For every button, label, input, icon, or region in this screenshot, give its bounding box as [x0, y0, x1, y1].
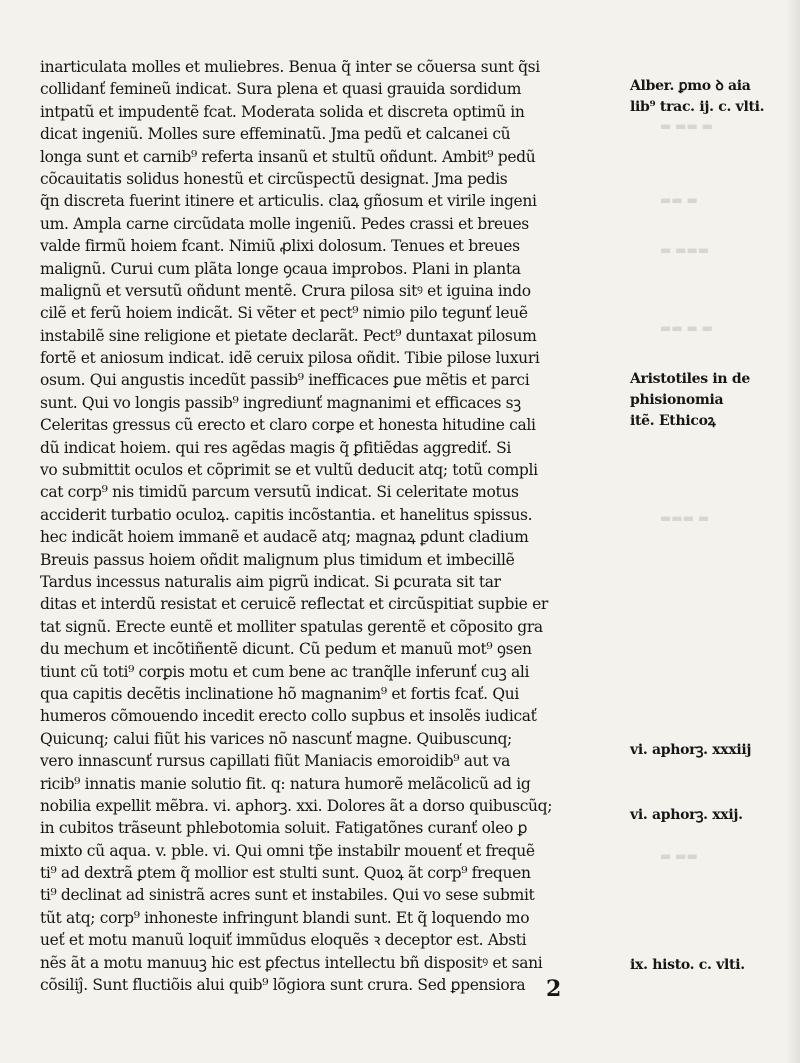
text-line: dicat ingeniũ. Molles sure effeminatũ. Jma pedũ et calcanei cũ — [40, 125, 511, 144]
text-line: qua capitis decẽtis inclinatione hõ magnanim⁹ et fortis fcať. Qui — [40, 684, 519, 703]
text-line: ricib⁹ innatis manie solutio fit. q: natura humorẽ melãcolicũ ad ig — [40, 774, 531, 793]
text-line: um. Ampla carne circũdata molle ingeniũ. Pedes crassi et breues — [40, 214, 529, 233]
margin-note — [630, 955, 745, 976]
show-through-mark: ▬ ▬▬▬ — [660, 243, 710, 257]
text-line: hec indicãt hoiem immanẽ et audacẽ atq; magnaꝝ ꝑdunt cladium — [40, 528, 529, 547]
text-line: Celeritas gressus cũ erecto et claro corꝑe et honesta hitudine cali — [40, 416, 536, 435]
margin-note-line: Aristotiles in de — [630, 371, 750, 387]
text-line: cilẽ et ferũ hoiem indicãt. Si vẽter et pect⁹ nimio pilo tegunť leuẽ — [40, 304, 528, 323]
text-line: mixto cũ aqua. v. pble. vi. Qui omni tp̃e instabilr mouenť et frequẽ — [40, 841, 535, 860]
text-line: Quicunq; calui fiũt his varices nõ nascunť magne. Quibuscunq; — [40, 729, 512, 748]
show-through-mark: ▬▬ ▬ ▬ — [660, 321, 713, 335]
text-line: nobilia expellit mẽbra. vi. aphorꝫ. xxi. Dolores ãt a dorso quibuscũq; — [40, 796, 553, 815]
text-line: in cubitos trãseunt phlebotomia soluit. Fatigatõnes curanť oleo ꝑ — [40, 819, 528, 838]
text-line: valde firmũ hoiem fcant. Nimiũ ꝓlixi dolosum. Tenues et breues — [40, 237, 520, 256]
show-through-mark: ▬▬ ▬ — [660, 193, 698, 207]
margin-note — [630, 740, 751, 761]
text-line: malignũ et versutũ oñdunt mentẽ. Crura pilosa sitꝰ et iguina indo — [40, 281, 531, 300]
text-line: instabilẽ sine religione et pietate declarãt. Pect⁹ duntaxat pilosum — [40, 326, 537, 345]
text-line: vero innascunť rursus capillati fiũt Maniacis emoroidib⁹ aut va — [40, 752, 511, 771]
main-text-block — [40, 56, 620, 996]
text-line: tũt atq; corp⁹ inhoneste infringunt blandi sunt. Et q̃ loquendo mo — [40, 908, 530, 927]
text-line: ti⁹ declinat ad sinistrã acres sunt et instabiles. Qui vo sese submit — [40, 886, 535, 905]
text-line: malignũ. Curui cum plãta longe ꝯcaua improbos. Plani in planta — [40, 259, 521, 278]
show-through-mark: ▬ ▬▬ — [660, 849, 698, 863]
text-line: humeros cõmouendo incedit erecto collo supbus et insolẽs iudicať — [40, 707, 537, 726]
text-line: cõcauitatis solidus honestũ et circũspectũ designat. Jma pedis — [40, 169, 508, 188]
text-line: collidanť femineũ indicat. Sura plena et quasi grauida sordidum — [40, 80, 522, 99]
show-through-mark: ▬▬▬ ▬ — [660, 511, 710, 525]
text-line: ditas et interdũ resistat et ceruicẽ reflectat et circũspitiat supbie er — [40, 595, 548, 614]
text-line: inarticulata molles et muliebres. Benua q̃ inter se cõuersa sunt q̃si — [40, 58, 540, 76]
text-line: osum. Qui angustis incedũt passib⁹ inefficaces ꝑue mẽtis et parci — [40, 371, 530, 390]
margin-note-line: ix. histo. c. vlti. — [630, 957, 745, 973]
text-line: longa sunt et carnib⁹ referta insanũ et stultũ oñdunt. Ambit⁹ pedũ — [40, 147, 536, 166]
text-line: ueť et motu manuũ loquiť immũdus eloquẽs ꝛ deceptor est. Absti — [40, 931, 527, 950]
text-line: ti⁹ ad dextrã ꝑtem q̃ mollior est stulti sunt. Quoꝝ ãt corp⁹ frequen — [40, 864, 531, 883]
text-line: cat corp⁹ nis timidũ parcum versutũ indicat. Si celeritate motus — [40, 483, 519, 502]
margin-note — [630, 76, 764, 118]
margin-note-line: vi. aphorꝫ. xxxiij — [630, 742, 752, 758]
text-line: intpatũ et impudentẽ fcat. Moderata solida et discreta optimũ in — [40, 102, 525, 121]
margin-note-line: lib⁹ trac. ij. c. vlti. — [630, 99, 765, 115]
text-line: nẽs ãt a motu manuuꝫ hic est ꝑfectus intellectu bñ dispositꝰ et sani — [40, 953, 543, 972]
text-line: dũ indicat hoiem. qui res agẽdas magis q̃ ꝑfitiẽdas aggrediť. Si — [40, 438, 511, 457]
text-line: cõsiliĵ. Sunt fluctiõis alui quib⁹ lõgiora sunt crura. Sed ꝑpensiora — [40, 976, 526, 995]
text-line: vo submittit oculos et cõprimit se et vultũ deducit atq; totũ compli — [40, 461, 538, 480]
margin-note-line: itẽ. Ethicoꝝ — [630, 413, 716, 429]
margin-note-line: phisionomia — [630, 392, 724, 408]
text-line: fortẽ et aniosum indicat. idẽ ceruix pilosa oñdit. Tibie pilose luxuri — [40, 349, 540, 368]
page-number: 2 — [546, 976, 562, 1002]
text-line: du mechum et incõtiñentẽ dicunt. Cũ pedum et manuũ mot⁹ ꝯsen — [40, 640, 532, 659]
text-line: tat signũ. Erecte euntẽ et molliter spatulas gerentẽ et cõposito gra — [40, 617, 543, 636]
margin-note-line: Alber. ꝑmo ꝺ aia — [630, 78, 751, 94]
text-line: sunt. Qui vo longis passib⁹ ingrediunť magnanimi et efficaces sꝫ — [40, 393, 521, 412]
text-line: tiunt cũ toti⁹ corꝑis motu et cum bene ac tranq̃lle inferunť cuꝫ ali — [40, 662, 530, 681]
show-through-mark: ▬ ▬▬ ▬ — [660, 119, 713, 133]
margin-note — [630, 805, 743, 826]
text-line: Tardus incessus naturalis aim pigrũ indicat. Si ꝑcurata sit tar — [40, 572, 501, 591]
text-line: acciderit turbatio oculoꝝ. capitis incõstantia. et hanelitus spissus. — [40, 505, 533, 524]
margin-note — [630, 369, 750, 432]
text-line: q̃n discreta fuerint itinere et articulis. claꝝ gñosum et virile ingeni — [40, 192, 537, 211]
scan-shadow-edge — [786, 0, 800, 1063]
text-line: Breuis passus hoiem oñdit malignum plus timidum et imbecillẽ — [40, 550, 515, 569]
margin-note-line: vi. aphorꝫ. xxij. — [630, 807, 743, 823]
